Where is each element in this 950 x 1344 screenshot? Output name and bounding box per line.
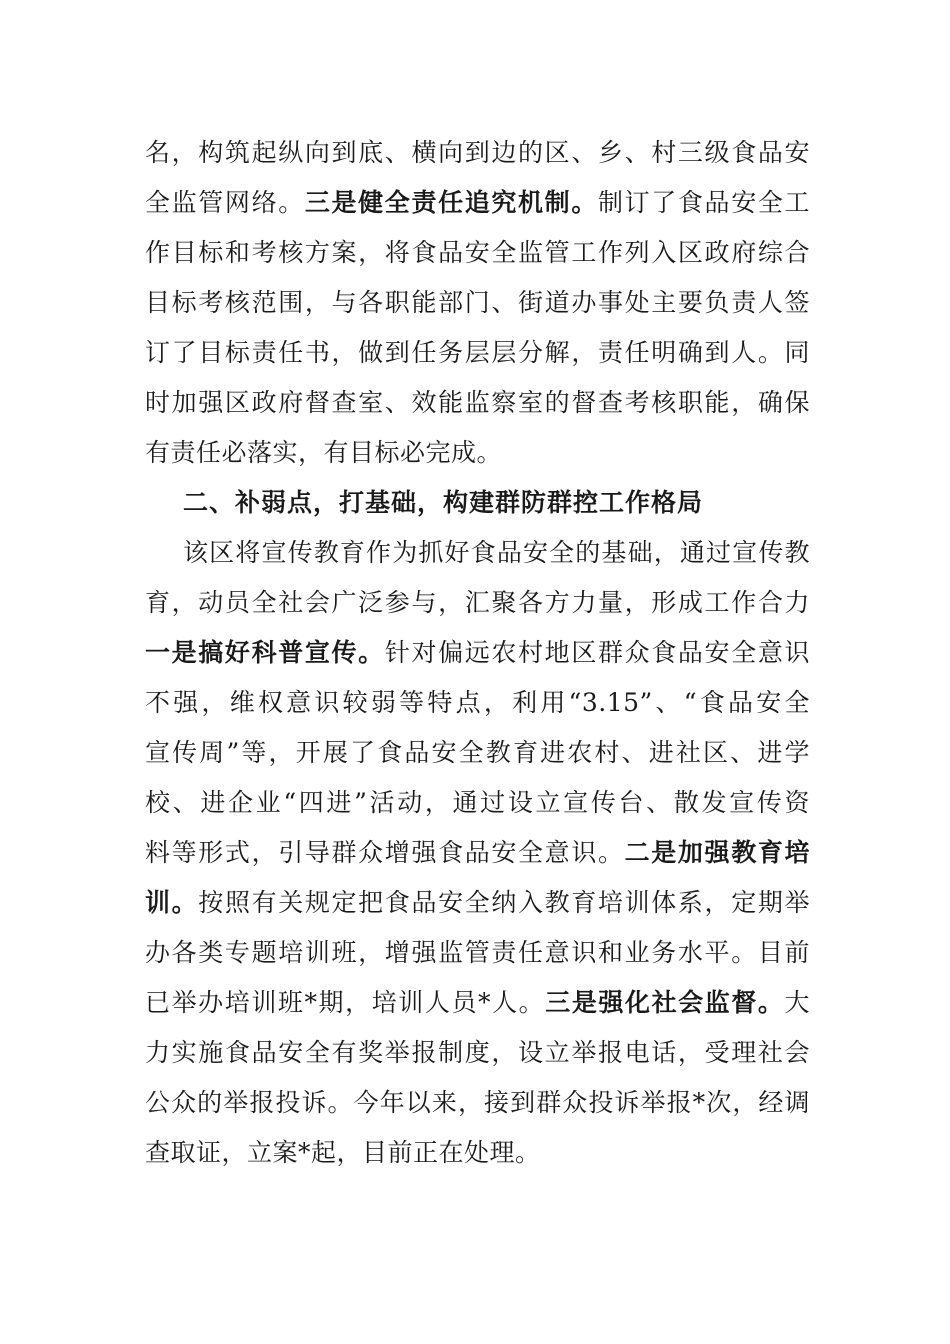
text-line — [145, 128, 810, 178]
bold-phrase: 二是加强教育培 — [624, 838, 810, 867]
text-line — [145, 978, 810, 1028]
text-line — [145, 778, 810, 828]
text-segment: 二、补弱点，打基础，构建群防群控工作格局 — [183, 488, 704, 517]
text-line — [145, 728, 810, 778]
text-line — [145, 428, 810, 478]
text-segment: 目标考核范围，与各职能部门、街道办事处主要负责人签 — [145, 288, 810, 317]
text-segment: 有责任必落实，有目标必完成。 — [145, 438, 503, 467]
bold-phrase: 三是健全责任追究机制。 — [304, 188, 598, 217]
text-segment: 育，动员全社会广泛参与，汇聚各方力量，形成工作合力 — [145, 588, 810, 617]
text-segment: 该区将宣传教育作为抓好食品安全的基础，通过宣传教 — [183, 538, 810, 567]
text-segment: 办各类专题培训班，增强监管责任意识和业务水平。目前 — [145, 938, 810, 967]
text-line — [145, 828, 810, 878]
text-segment: 针对偏远农村地区群众食品安全意识 — [384, 638, 810, 667]
text-line — [145, 178, 810, 228]
text-segment: 校、进企业“四进”活动，通过设立宣传台、散发宣传资 — [145, 788, 810, 817]
text-segment: 名，构筑起纵向到底、横向到边的区、乡、村三级食品安 — [145, 138, 810, 167]
text-line — [145, 878, 810, 928]
text-line — [145, 678, 810, 728]
text-line — [145, 578, 810, 628]
text-line — [145, 1028, 810, 1078]
document-body — [145, 128, 810, 1178]
section-heading — [145, 478, 810, 528]
text-line — [145, 1128, 810, 1178]
text-segment: 作目标和考核方案，将食品安全监管工作列入区政府综合 — [145, 238, 810, 267]
text-segment: 时加强区政府督查室、效能监察室的督查考核职能，确保 — [145, 388, 810, 417]
text-line — [145, 278, 810, 328]
text-segment: 按照有关规定把食品安全纳入教育培训体系，定期举 — [198, 888, 810, 917]
text-segment: 全监管网络。 — [145, 188, 305, 217]
text-segment: 不强，维权意识较弱等特点，利用“3.15”、“食品安全 — [145, 688, 810, 717]
bold-phrase: 一是搞好科普宣传。 — [145, 638, 385, 667]
text-segment: 制订了食品安全工 — [597, 188, 810, 217]
text-segment: 订了目标责任书，做到任务层层分解，责任明确到人。同 — [145, 338, 810, 367]
text-line — [145, 628, 810, 678]
bold-phrase: 三是强化社会监督。 — [545, 988, 785, 1017]
text-line — [145, 528, 810, 578]
text-line — [145, 378, 810, 428]
bold-phrase: 训。 — [145, 888, 199, 917]
text-line — [145, 328, 810, 378]
text-segment: 料等形式，引导群众增强食品安全意识。 — [145, 838, 625, 867]
text-segment: 力实施食品安全有奖举报制度，设立举报电话，受理社会 — [145, 1038, 810, 1067]
text-line — [145, 928, 810, 978]
text-segment: 大 — [784, 988, 810, 1017]
text-segment: 查取证，立案*起，目前正在处理。 — [145, 1138, 541, 1167]
text-segment: 宣传周”等，开展了食品安全教育进农村、进社区、进学 — [145, 738, 810, 767]
text-segment: 已举办培训班*期，培训人员*人。 — [145, 988, 546, 1017]
text-segment: 公众的举报投诉。今年以来，接到群众投诉举报*次，经调 — [145, 1088, 810, 1117]
text-line — [145, 1078, 810, 1128]
text-line — [145, 228, 810, 278]
